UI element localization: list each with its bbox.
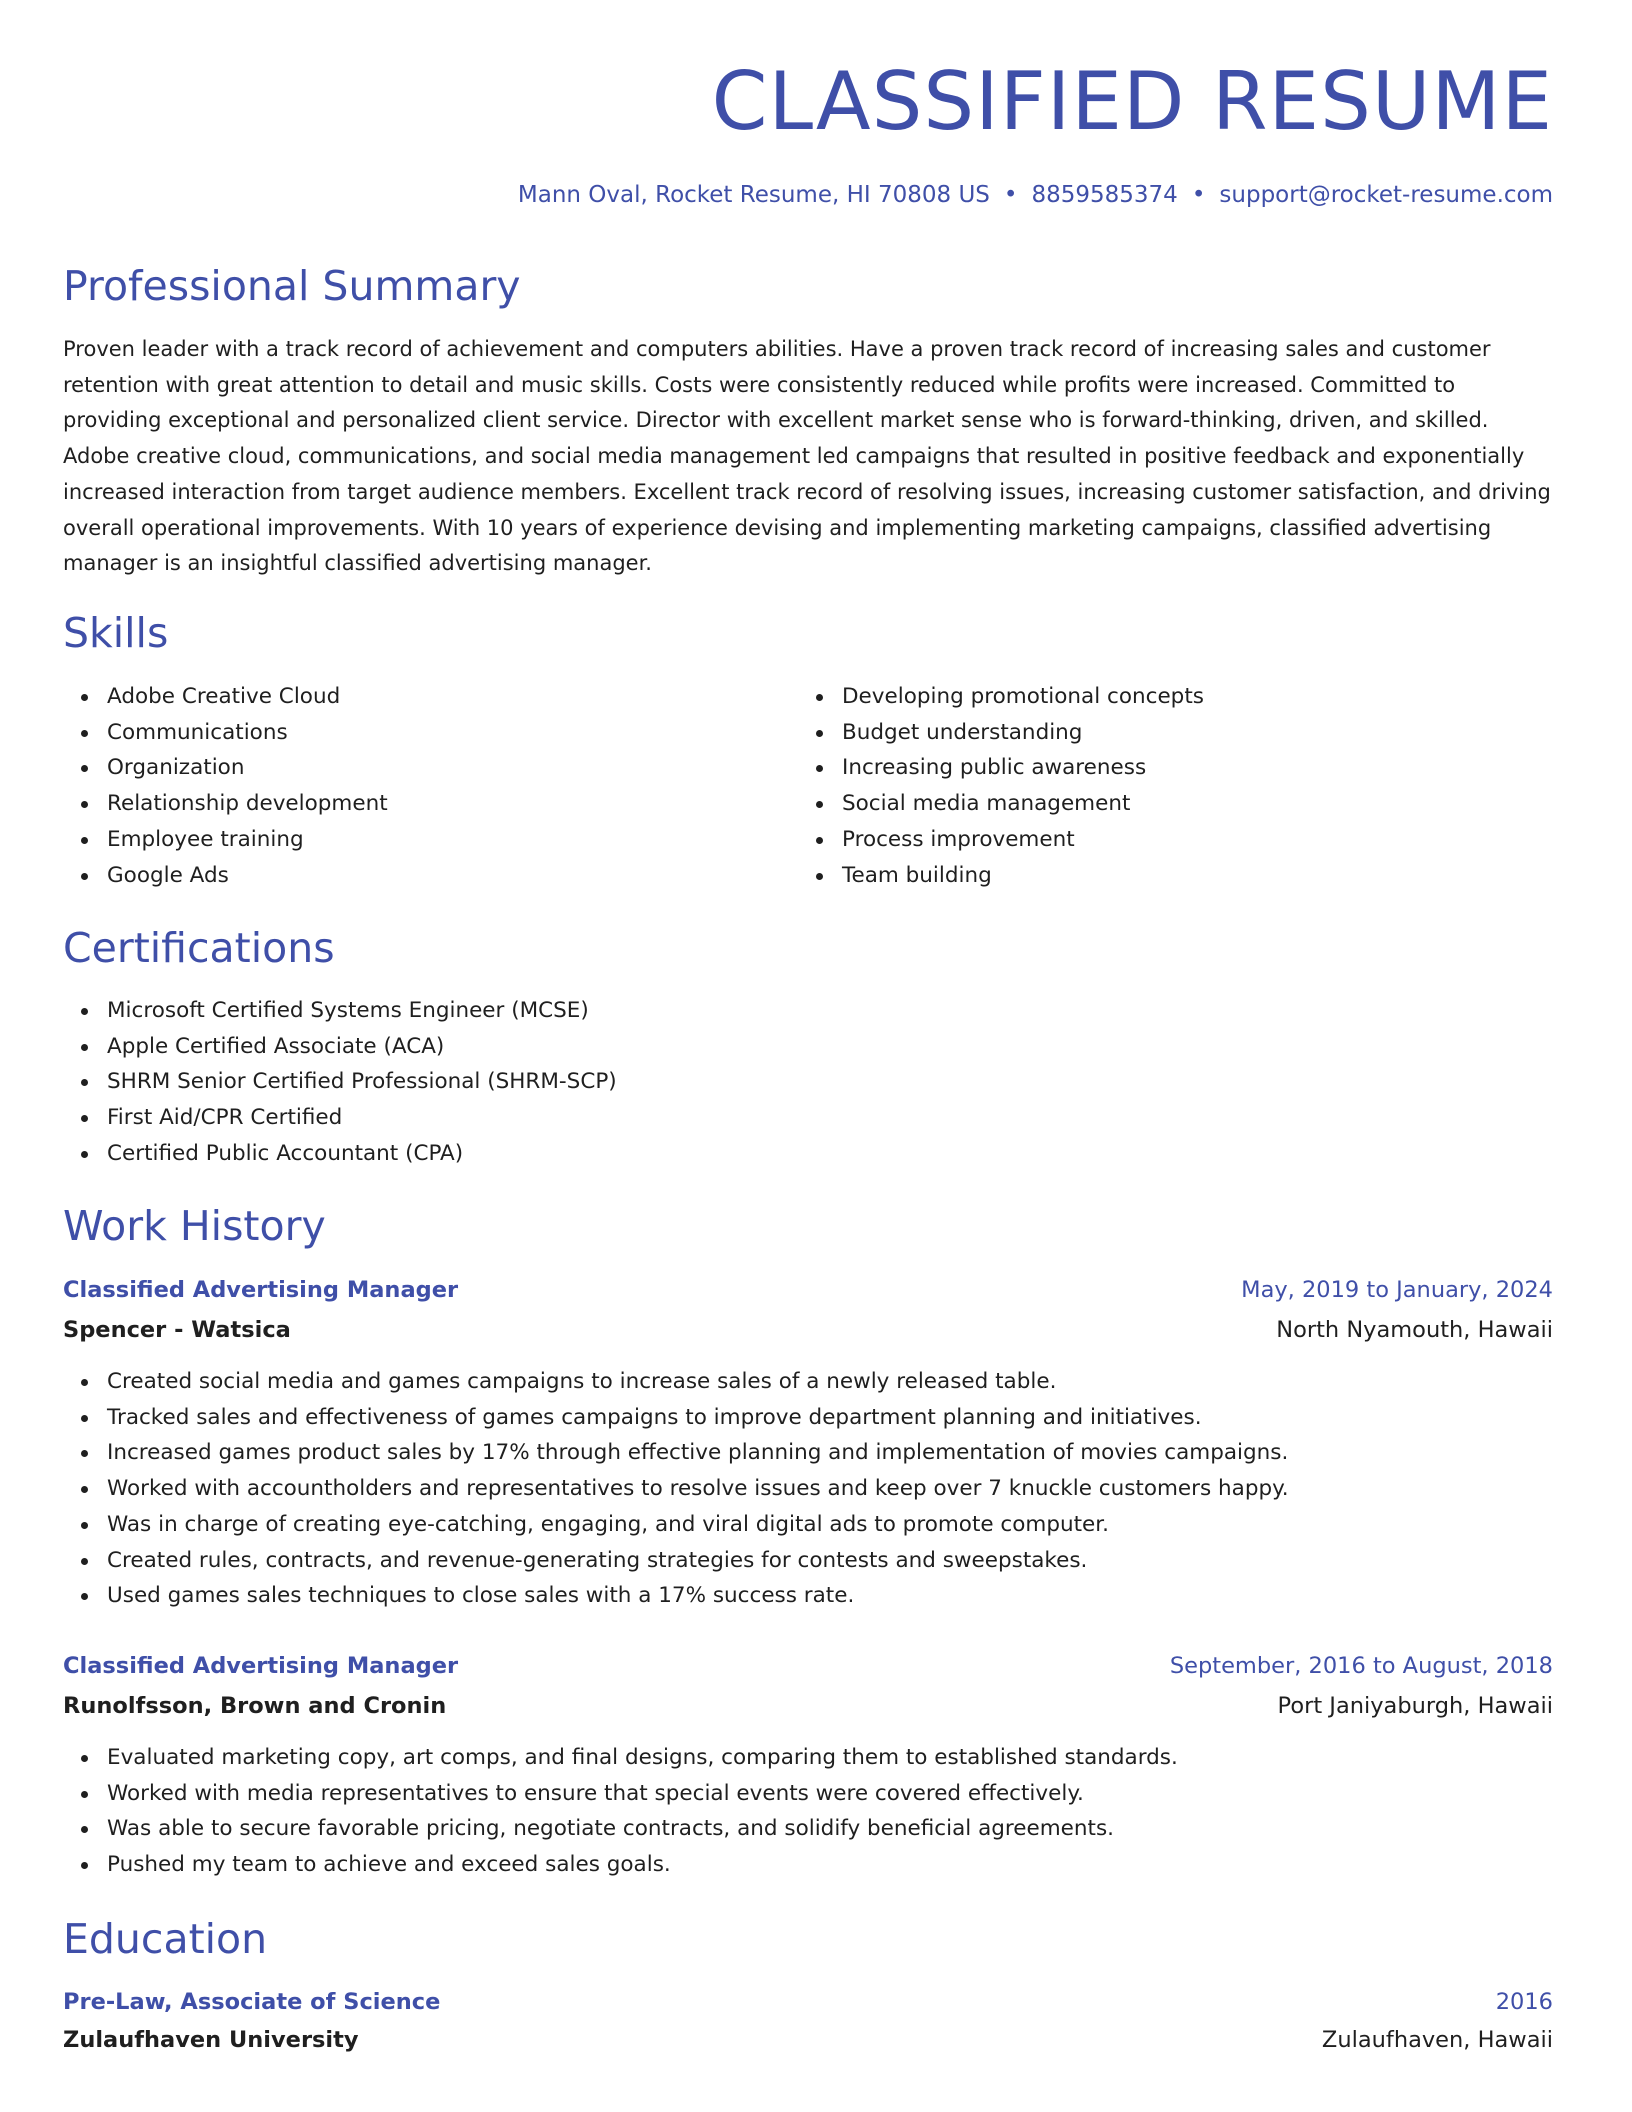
skills-list-left	[63, 679, 388, 893]
skill-item: Developing promotional concepts	[842, 679, 1204, 715]
certification-item: First Aid/CPR Certified	[107, 1100, 617, 1136]
skill-item: Google Ads	[107, 858, 388, 894]
job-location: North Nyamouth, Hawaii	[1276, 1317, 1553, 1343]
job-bullet: Used games sales techniques to close sales with a 17% success rate.	[107, 1578, 1289, 1614]
skill-item: Adobe Creative Cloud	[107, 679, 388, 715]
job-company-row	[63, 1312, 1553, 1352]
skill-item: Increasing public awareness	[842, 750, 1204, 786]
education-school: Zulaufhaven University	[63, 2027, 359, 2053]
job-company: Spencer - Watsica	[63, 1317, 291, 1343]
education-year: 2016	[1495, 1989, 1553, 2015]
skill-item: Team building	[842, 858, 1204, 894]
job-header	[63, 1272, 1553, 1312]
job-location: Port Janiyaburgh, Hawaii	[1277, 1693, 1553, 1719]
skills-list-right	[798, 679, 1204, 893]
job-title: Classified Advertising Manager	[63, 1653, 459, 1679]
job-bullet: Created rules, contracts, and revenue-generating strategies for contests and sweepstakes.	[107, 1543, 1289, 1579]
job-company: Runolfsson, Brown and Cronin	[63, 1693, 447, 1719]
skill-item: Relationship development	[107, 786, 388, 822]
job-bullet: Was able to secure favorable pricing, negotiate contracts, and solidify beneficial agreements.	[107, 1811, 1178, 1847]
contact-address: Mann Oval, Rocket Resume, HI 70808 US	[517, 182, 990, 208]
job-bullet: Worked with media representatives to ensure that special events were covered effectively.	[107, 1776, 1178, 1812]
job-bullet: Pushed my team to achieve and exceed sales goals.	[107, 1847, 1178, 1883]
job-header	[63, 1648, 1553, 1688]
resume-title: CLASSIFIED RESUME	[711, 55, 1553, 148]
education-degree: Pre-Law, Associate of Science	[63, 1989, 441, 2015]
job-company-row	[63, 1688, 1553, 1728]
work-history-heading: Work History	[63, 1202, 326, 1250]
contact-email[interactable]: support@rocket-resume.com	[1219, 182, 1553, 208]
job-bullets	[63, 1364, 1289, 1614]
skill-item: Communications	[107, 715, 388, 751]
job-bullet: Evaluated marketing copy, art comps, and final designs, comparing them to established standards.	[107, 1740, 1178, 1776]
skill-item: Process improvement	[842, 822, 1204, 858]
contact-line	[518, 178, 1553, 212]
job-title: Classified Advertising Manager	[63, 1277, 459, 1303]
certification-item: SHRM Senior Certified Professional (SHRM-SCP)	[107, 1064, 617, 1100]
contact-phone: 8859585374	[1031, 182, 1178, 208]
job-dates: September, 2016 to August, 2018	[1169, 1653, 1553, 1679]
job-bullet: Tracked sales and effectiveness of games campaigns to improve department planning and initiatives.	[107, 1400, 1289, 1436]
job-bullet: Created social media and games campaigns to increase sales of a newly released table.	[107, 1364, 1289, 1400]
job-bullet: Was in charge of creating eye-catching, engaging, and viral digital ads to promote computer.	[107, 1507, 1289, 1543]
job-bullets	[63, 1740, 1178, 1883]
education-school-row	[63, 2022, 1553, 2062]
certification-item: Certified Public Accountant (CPA)	[107, 1136, 617, 1172]
certification-item: Microsoft Certified Systems Engineer (MCSE)	[107, 993, 617, 1029]
contact-separator: •	[1003, 182, 1018, 208]
skills-heading: Skills	[63, 609, 169, 657]
skill-item: Social media management	[842, 786, 1204, 822]
certifications-list	[63, 993, 617, 1172]
summary-text: Proven leader with a track record of achievement and computers abilities. Have a proven track record of increasing sales and customer retention with great attention to detail and music skills. Costs were consistently reduced while profits were increased. Committed to providing exceptional and personalized client service. Director with excellent market sense who is forward-thinking, driven, and skilled. Adobe creative cloud, communications, and social media management led campaigns that resulted in positive feedback and exponentially increased interaction from target audience members. Excellent track record of resolving issues, increasing customer satisfaction, and driving overall operational improvements. With 10 years of experience devising and implementing marketing campaigns, classified advertising manager is an insightful classified advertising manager.	[63, 337, 1551, 576]
skill-item: Employee training	[107, 822, 388, 858]
skill-item: Organization	[107, 750, 388, 786]
certifications-heading: Certifications	[63, 924, 335, 972]
education-location: Zulaufhaven, Hawaii	[1321, 2027, 1553, 2053]
certification-item: Apple Certified Associate (ACA)	[107, 1029, 617, 1065]
job-dates: May, 2019 to January, 2024	[1241, 1277, 1553, 1303]
contact-separator: •	[1191, 182, 1206, 208]
job-bullet: Worked with accountholders and representatives to resolve issues and keep over 7 knuckle customers happy.	[107, 1471, 1289, 1507]
summary-heading: Professional Summary	[63, 262, 521, 310]
skill-item: Budget understanding	[842, 715, 1204, 751]
job-bullet: Increased games product sales by 17% through effective planning and implementation of movies campaigns.	[107, 1435, 1289, 1471]
education-header	[63, 1984, 1553, 2024]
education-heading: Education	[63, 1915, 268, 1963]
